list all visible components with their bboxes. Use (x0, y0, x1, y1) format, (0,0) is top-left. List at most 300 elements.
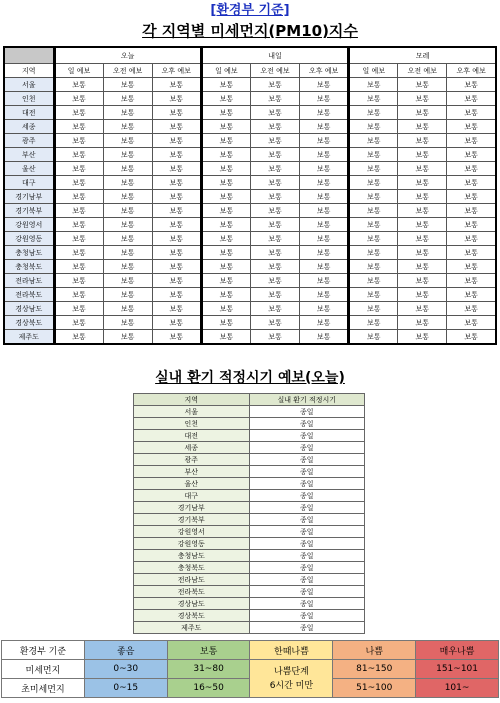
table-row (134, 478, 365, 490)
forecast-value-cell: 보통 (103, 134, 152, 148)
forecast-value-cell: 보통 (201, 190, 250, 204)
forecast-value-cell: 보통 (398, 232, 447, 246)
forecast-value-cell: 보통 (250, 218, 299, 232)
forecast-column-header: 오후 예보 (152, 64, 201, 78)
table-row (134, 610, 365, 622)
table-header-columns (4, 64, 496, 78)
forecast-value-cell: 보통 (201, 106, 250, 120)
forecast-value-cell: 보통 (398, 120, 447, 134)
region-cell: 세종 (4, 120, 54, 134)
legend-pm25-label: 초미세먼지 (2, 679, 85, 698)
forecast-value-cell: 보통 (300, 92, 349, 106)
forecast-value-cell: 보통 (250, 106, 299, 120)
forecast-value-cell: 보통 (152, 316, 201, 330)
legend-pm10-bad: 81~150 (333, 660, 416, 679)
forecast-value-cell: 보통 (300, 218, 349, 232)
forecast-value-cell: 보통 (152, 302, 201, 316)
forecast-value-cell: 보통 (398, 274, 447, 288)
forecast-value-cell: 보통 (398, 246, 447, 260)
legend-level-normal: 보통 (167, 641, 250, 660)
table-row (134, 562, 365, 574)
table-row (134, 514, 365, 526)
ventilation-region-header: 지역 (134, 394, 250, 406)
table-row (134, 490, 365, 502)
forecast-value-cell: 보통 (398, 78, 447, 92)
forecast-column-header: 오전 예보 (398, 64, 447, 78)
forecast-value-cell: 보통 (300, 120, 349, 134)
forecast-value-cell: 보통 (54, 78, 103, 92)
forecast-value-cell: 보통 (349, 176, 398, 190)
forecast-value-cell: 보통 (300, 316, 349, 330)
forecast-value-cell: 보통 (54, 218, 103, 232)
ventilation-region-cell: 전라남도 (134, 574, 250, 586)
forecast-value-cell: 보통 (250, 148, 299, 162)
forecast-value-cell: 보통 (300, 148, 349, 162)
table-row (4, 78, 496, 92)
legend-level-very-bad: 매우나쁨 (416, 641, 499, 660)
forecast-value-cell: 보통 (349, 316, 398, 330)
forecast-column-header: 오전 예보 (103, 64, 152, 78)
forecast-value-cell: 보통 (152, 92, 201, 106)
region-cell: 울산 (4, 162, 54, 176)
forecast-value-cell: 보통 (349, 190, 398, 204)
forecast-value-cell: 보통 (201, 204, 250, 218)
region-cell: 경상북도 (4, 316, 54, 330)
forecast-value-cell: 보통 (103, 148, 152, 162)
forecast-value-cell: 보통 (349, 260, 398, 274)
region-cell: 경상남도 (4, 302, 54, 316)
ventilation-value-cell: 종일 (249, 598, 365, 610)
ventilation-region-cell: 경상남도 (134, 598, 250, 610)
forecast-value-cell: 보통 (103, 106, 152, 120)
legend-pm25-good: 0~15 (84, 679, 167, 698)
forecast-value-cell: 보통 (201, 260, 250, 274)
ventilation-region-cell: 충청북도 (134, 562, 250, 574)
legend-level-good: 좋음 (84, 641, 167, 660)
forecast-value-cell: 보통 (201, 176, 250, 190)
table-header-days (4, 47, 496, 64)
region-cell: 강원영서 (4, 218, 54, 232)
table-row (134, 430, 365, 442)
forecast-value-cell: 보통 (398, 162, 447, 176)
legend-pm25-very-bad: 101~ (416, 679, 499, 698)
table-row (4, 162, 496, 176)
forecast-value-cell: 보통 (201, 330, 250, 345)
forecast-value-cell: 보통 (103, 78, 152, 92)
ventilation-value-cell: 종일 (249, 610, 365, 622)
region-cell: 대구 (4, 176, 54, 190)
ventilation-value-cell: 종일 (249, 502, 365, 514)
forecast-value-cell: 보통 (250, 246, 299, 260)
forecast-value-cell: 보통 (250, 232, 299, 246)
ventilation-region-cell: 대구 (134, 490, 250, 502)
legend-partial-bad-line1: 나쁨단계 (274, 666, 309, 677)
forecast-value-cell: 보통 (250, 316, 299, 330)
forecast-value-cell: 보통 (250, 190, 299, 204)
forecast-value-cell: 보통 (152, 232, 201, 246)
ventilation-region-cell: 경기남부 (134, 502, 250, 514)
forecast-value-cell: 보통 (398, 134, 447, 148)
ventilation-value-cell: 종일 (249, 550, 365, 562)
forecast-value-cell: 보통 (54, 134, 103, 148)
forecast-value-cell: 보통 (349, 218, 398, 232)
ventilation-value-cell: 종일 (249, 622, 365, 634)
ventilation-title: 실내 환기 적정시기 예보(오늘) (155, 370, 345, 386)
forecast-value-cell: 보통 (447, 78, 496, 92)
forecast-value-cell: 보통 (103, 120, 152, 134)
forecast-value-cell: 보통 (201, 246, 250, 260)
forecast-value-cell: 보통 (152, 120, 201, 134)
forecast-value-cell: 보통 (103, 302, 152, 316)
forecast-value-cell: 보통 (300, 204, 349, 218)
table-row (4, 260, 496, 274)
table-row (4, 120, 496, 134)
table-row (134, 454, 365, 466)
region-cell: 경기북부 (4, 204, 54, 218)
forecast-value-cell: 보통 (152, 260, 201, 274)
region-cell: 경기남부 (4, 190, 54, 204)
forecast-value-cell: 보통 (54, 302, 103, 316)
forecast-value-cell: 보통 (447, 232, 496, 246)
forecast-value-cell: 보통 (250, 120, 299, 134)
forecast-value-cell: 보통 (300, 232, 349, 246)
forecast-value-cell: 보통 (103, 218, 152, 232)
forecast-value-cell: 보통 (54, 162, 103, 176)
forecast-value-cell: 보통 (54, 148, 103, 162)
forecast-column-header: 일 예보 (349, 64, 398, 78)
forecast-value-cell: 보통 (152, 106, 201, 120)
forecast-value-cell: 보통 (447, 316, 496, 330)
forecast-value-cell: 보통 (398, 260, 447, 274)
forecast-value-cell: 보통 (300, 134, 349, 148)
table-row (4, 232, 496, 246)
forecast-value-cell: 보통 (152, 204, 201, 218)
forecast-value-cell: 보통 (300, 274, 349, 288)
forecast-value-cell: 보통 (447, 120, 496, 134)
forecast-value-cell: 보통 (250, 330, 299, 345)
forecast-value-cell: 보통 (300, 302, 349, 316)
table-row (4, 274, 496, 288)
forecast-value-cell: 보통 (447, 92, 496, 106)
forecast-value-cell: 보통 (349, 92, 398, 106)
forecast-value-cell: 보통 (201, 232, 250, 246)
forecast-value-cell: 보통 (103, 162, 152, 176)
forecast-value-cell: 보통 (447, 330, 496, 345)
forecast-value-cell: 보통 (152, 148, 201, 162)
region-cell: 제주도 (4, 330, 54, 345)
forecast-value-cell: 보통 (54, 232, 103, 246)
day-header: 내일 (201, 47, 348, 64)
forecast-value-cell: 보통 (103, 190, 152, 204)
forecast-value-cell: 보통 (398, 106, 447, 120)
forecast-value-cell: 보통 (103, 330, 152, 345)
legend-pm10-normal: 31~80 (167, 660, 250, 679)
forecast-value-cell: 보통 (300, 190, 349, 204)
ventilation-value-cell: 종일 (249, 454, 365, 466)
forecast-value-cell: 보통 (349, 106, 398, 120)
forecast-value-cell: 보통 (152, 246, 201, 260)
forecast-value-cell: 보통 (103, 288, 152, 302)
forecast-value-cell: 보통 (300, 106, 349, 120)
table-row (4, 316, 496, 330)
forecast-value-cell: 보통 (201, 148, 250, 162)
table-row (134, 466, 365, 478)
ventilation-value-cell: 종일 (249, 478, 365, 490)
legend-level-partial-bad: 한때나쁨 (250, 641, 333, 660)
forecast-value-cell: 보통 (447, 204, 496, 218)
forecast-value-cell: 보통 (250, 134, 299, 148)
forecast-column-header: 일 예보 (201, 64, 250, 78)
forecast-value-cell: 보통 (349, 246, 398, 260)
forecast-value-cell: 보통 (300, 162, 349, 176)
forecast-value-cell: 보통 (447, 260, 496, 274)
ventilation-value-cell: 종일 (249, 490, 365, 502)
forecast-value-cell: 보통 (152, 176, 201, 190)
ventilation-region-cell: 세종 (134, 442, 250, 454)
ventilation-region-cell: 경상북도 (134, 610, 250, 622)
region-cell: 인천 (4, 92, 54, 106)
ventilation-region-cell: 광주 (134, 454, 250, 466)
forecast-value-cell: 보통 (398, 218, 447, 232)
forecast-value-cell: 보통 (300, 260, 349, 274)
forecast-value-cell: 보통 (54, 260, 103, 274)
forecast-value-cell: 보통 (152, 190, 201, 204)
forecast-value-cell: 보통 (349, 162, 398, 176)
forecast-value-cell: 보통 (54, 274, 103, 288)
region-cell: 서울 (4, 78, 54, 92)
forecast-value-cell: 보통 (398, 176, 447, 190)
table-row (134, 574, 365, 586)
forecast-value-cell: 보통 (398, 92, 447, 106)
forecast-value-cell: 보통 (349, 148, 398, 162)
forecast-value-cell: 보통 (300, 176, 349, 190)
region-cell: 충청남도 (4, 246, 54, 260)
forecast-value-cell: 보통 (447, 134, 496, 148)
forecast-value-cell: 보통 (201, 274, 250, 288)
table-row (4, 176, 496, 190)
legend-pm10-good: 0~30 (84, 660, 167, 679)
table-row (4, 106, 496, 120)
table-row (134, 526, 365, 538)
forecast-value-cell: 보통 (54, 176, 103, 190)
forecast-value-cell: 보통 (447, 176, 496, 190)
forecast-value-cell: 보통 (54, 330, 103, 345)
forecast-value-cell: 보통 (447, 190, 496, 204)
forecast-value-cell: 보통 (54, 316, 103, 330)
ventilation-region-cell: 대전 (134, 430, 250, 442)
forecast-value-cell: 보통 (103, 232, 152, 246)
ventilation-value-cell: 종일 (249, 406, 365, 418)
table-row (134, 538, 365, 550)
forecast-value-cell: 보통 (398, 330, 447, 345)
forecast-value-cell: 보통 (201, 92, 250, 106)
forecast-value-cell: 보통 (152, 218, 201, 232)
legend-pm25-bad: 51~100 (333, 679, 416, 698)
forecast-value-cell: 보통 (349, 78, 398, 92)
forecast-value-cell: 보통 (152, 78, 201, 92)
region-cell: 광주 (4, 134, 54, 148)
forecast-value-cell: 보통 (54, 190, 103, 204)
forecast-value-cell: 보통 (349, 204, 398, 218)
ventilation-region-cell: 제주도 (134, 622, 250, 634)
legend-level-bad: 나쁨 (333, 641, 416, 660)
forecast-value-cell: 보통 (447, 302, 496, 316)
ventilation-region-cell: 충청남도 (134, 550, 250, 562)
legend-table (1, 640, 499, 698)
forecast-value-cell: 보통 (250, 162, 299, 176)
forecast-column-header: 오후 예보 (447, 64, 496, 78)
forecast-column-header: 일 예보 (54, 64, 103, 78)
table-row (134, 622, 365, 634)
forecast-value-cell: 보통 (447, 162, 496, 176)
forecast-column-header: 오후 예보 (300, 64, 349, 78)
forecast-value-cell: 보통 (201, 134, 250, 148)
ventilation-value-cell: 종일 (249, 562, 365, 574)
region-cell: 강원영동 (4, 232, 54, 246)
page-title: 각 지역별 미세먼지(PM10)지수 (142, 22, 358, 40)
forecast-value-cell: 보통 (349, 330, 398, 345)
table-corner-cell (4, 47, 54, 64)
forecast-value-cell: 보통 (250, 78, 299, 92)
forecast-value-cell: 보통 (201, 302, 250, 316)
forecast-value-cell: 보통 (447, 288, 496, 302)
ventilation-region-cell: 강원영서 (134, 526, 250, 538)
forecast-value-cell: 보통 (349, 302, 398, 316)
table-row (4, 190, 496, 204)
forecast-value-cell: 보통 (398, 148, 447, 162)
forecast-value-cell: 보통 (103, 274, 152, 288)
pm10-forecast-table (3, 46, 497, 345)
forecast-value-cell: 보통 (447, 218, 496, 232)
forecast-value-cell: 보통 (349, 232, 398, 246)
ventilation-value-cell: 종일 (249, 466, 365, 478)
legend-pm25-normal: 16~50 (167, 679, 250, 698)
forecast-value-cell: 보통 (54, 106, 103, 120)
forecast-value-cell: 보통 (103, 246, 152, 260)
forecast-value-cell: 보통 (103, 204, 152, 218)
forecast-value-cell: 보통 (201, 288, 250, 302)
legend-partial-bad-description (250, 660, 333, 698)
forecast-value-cell: 보통 (447, 106, 496, 120)
forecast-value-cell: 보통 (250, 204, 299, 218)
forecast-value-cell: 보통 (54, 92, 103, 106)
ventilation-region-cell: 울산 (134, 478, 250, 490)
standard-subtitle: [환경부 기준] (210, 3, 290, 18)
ventilation-value-cell: 종일 (249, 418, 365, 430)
ventilation-region-cell: 경기북부 (134, 514, 250, 526)
forecast-value-cell: 보통 (398, 190, 447, 204)
legend-header: 환경부 기준 (2, 641, 85, 660)
forecast-value-cell: 보통 (250, 260, 299, 274)
ventilation-header-row (134, 394, 365, 406)
ventilation-value-header: 실내 환기 적정시기 (249, 394, 365, 406)
forecast-value-cell: 보통 (250, 302, 299, 316)
forecast-value-cell: 보통 (54, 204, 103, 218)
table-row (134, 442, 365, 454)
ventilation-region-cell: 강원영동 (134, 538, 250, 550)
table-row (134, 550, 365, 562)
table-row (134, 406, 365, 418)
forecast-value-cell: 보통 (398, 288, 447, 302)
ventilation-value-cell: 종일 (249, 514, 365, 526)
forecast-value-cell: 보통 (54, 288, 103, 302)
table-row (4, 330, 496, 345)
forecast-value-cell: 보통 (201, 78, 250, 92)
table-row (4, 288, 496, 302)
forecast-value-cell: 보통 (103, 92, 152, 106)
ventilation-table (133, 393, 365, 634)
forecast-value-cell: 보통 (398, 302, 447, 316)
ventilation-value-cell: 종일 (249, 442, 365, 454)
table-row (134, 418, 365, 430)
table-row (4, 134, 496, 148)
forecast-value-cell: 보통 (152, 330, 201, 345)
table-row (4, 204, 496, 218)
forecast-value-cell: 보통 (250, 288, 299, 302)
region-cell: 전라남도 (4, 274, 54, 288)
table-row (4, 246, 496, 260)
ventilation-region-cell: 인천 (134, 418, 250, 430)
forecast-value-cell: 보통 (349, 120, 398, 134)
forecast-value-cell: 보통 (447, 246, 496, 260)
forecast-value-cell: 보통 (201, 316, 250, 330)
forecast-value-cell: 보통 (349, 134, 398, 148)
ventilation-value-cell: 종일 (249, 538, 365, 550)
ventilation-region-cell: 서울 (134, 406, 250, 418)
forecast-value-cell: 보통 (250, 274, 299, 288)
ventilation-value-cell: 종일 (249, 430, 365, 442)
forecast-value-cell: 보통 (300, 246, 349, 260)
forecast-value-cell: 보통 (447, 274, 496, 288)
day-header: 모레 (349, 47, 496, 64)
ventilation-value-cell: 종일 (249, 586, 365, 598)
forecast-column-header: 오전 예보 (250, 64, 299, 78)
ventilation-region-cell: 부산 (134, 466, 250, 478)
table-row (134, 598, 365, 610)
forecast-value-cell: 보통 (201, 120, 250, 134)
forecast-value-cell: 보통 (54, 120, 103, 134)
legend-pm10-very-bad: 151~101 (416, 660, 499, 679)
region-column-header: 지역 (4, 64, 54, 78)
forecast-value-cell: 보통 (152, 162, 201, 176)
forecast-value-cell: 보통 (349, 288, 398, 302)
table-row (134, 502, 365, 514)
region-cell: 부산 (4, 148, 54, 162)
forecast-value-cell: 보통 (152, 274, 201, 288)
ventilation-value-cell: 종일 (249, 526, 365, 538)
legend-partial-bad-line2: 6시간 미만 (269, 680, 314, 691)
forecast-value-cell: 보통 (103, 316, 152, 330)
table-row (4, 302, 496, 316)
table-row (134, 586, 365, 598)
region-cell: 전라북도 (4, 288, 54, 302)
day-header: 오늘 (54, 47, 201, 64)
forecast-value-cell: 보통 (349, 274, 398, 288)
forecast-value-cell: 보통 (250, 176, 299, 190)
forecast-value-cell: 보통 (300, 78, 349, 92)
forecast-value-cell: 보통 (103, 176, 152, 190)
ventilation-region-cell: 전라북도 (134, 586, 250, 598)
region-cell: 충청북도 (4, 260, 54, 274)
forecast-value-cell: 보통 (152, 134, 201, 148)
forecast-value-cell: 보통 (54, 246, 103, 260)
table-row (4, 148, 496, 162)
forecast-value-cell: 보통 (201, 162, 250, 176)
table-row (4, 218, 496, 232)
table-row (4, 92, 496, 106)
forecast-value-cell: 보통 (447, 148, 496, 162)
forecast-value-cell: 보통 (398, 204, 447, 218)
